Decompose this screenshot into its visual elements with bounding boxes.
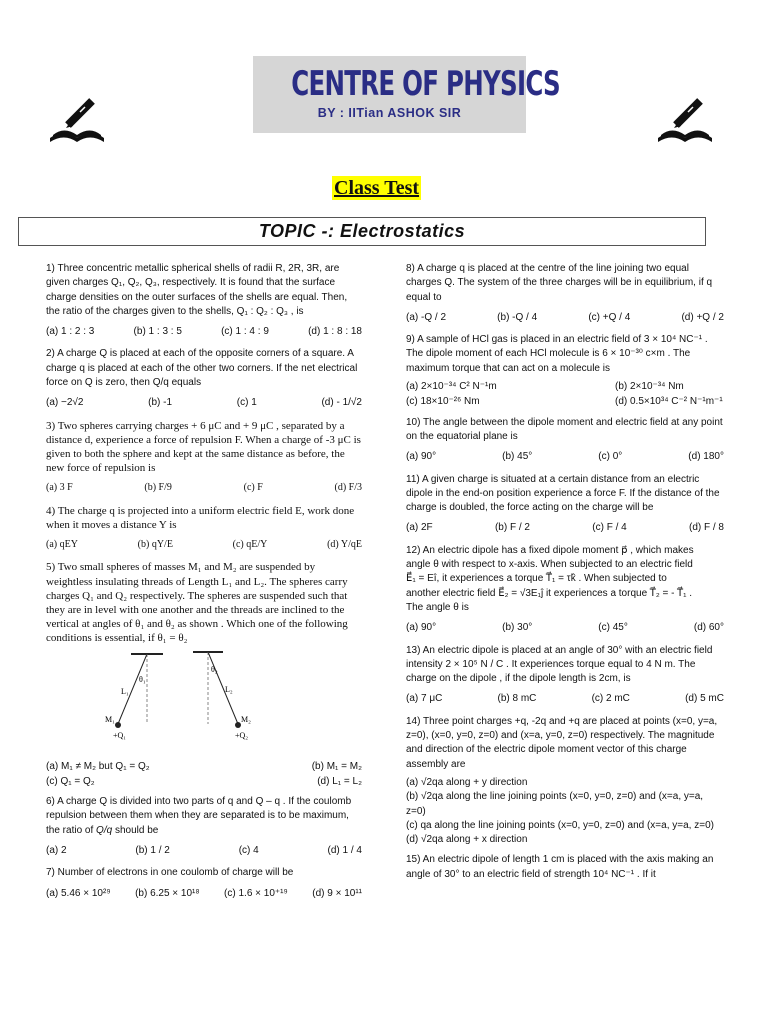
l1-label: L₁ [121,686,129,696]
option-a: (a) 90° [406,451,437,463]
option-c: (c) 2 mC [591,693,630,705]
class-test-heading: Class Test [334,177,420,199]
options [406,521,724,535]
option-c: (c) 1 : 4 : 9 [221,326,269,338]
question-text: 2) A charge Q is placed at each of the opposite corners of a square. A charge q is placed at each of the other two corners. If the net electrical force on Q is zero, then Q/q equals [46,348,358,389]
question-line: The angle θ is [406,601,469,613]
sphere-m1 [115,722,121,728]
question-text: 7) Number of electrons in one coulomb of charge will be [46,867,294,879]
options [46,396,362,410]
options [46,481,362,495]
option-d: (d) F / 8 [688,522,724,534]
options [46,760,362,789]
question-text: 5) Two small spheres of masses M₁ and M₂ are suspended by weightless insulating threads of Length L₁ and L₂. The spheres carry charges Q₁ and Q₂ respectively. The spheres are suspended such that they are in level with one another and the threads are inclined to the vertical at angles of θ₁ and θ₂ as shown . Which one of the following conditions is essential, if θ₁ = θ₂ [46,561,348,645]
right-column [406,262,724,888]
theta2-label: θ₂ [211,664,218,674]
question-13 [406,644,724,707]
option-a: (a) 2F [406,522,433,534]
question-text: 9) A sample of HCl gas is placed in an electric field of 3 × 10⁴ NC⁻¹ . The dipole moment of each HCl molecule is 6 × 10⁻³⁰ c×m . The maximum torque that can act on a molecule is [406,334,708,374]
question-6 [46,795,362,858]
question-text: 13) An electric dipole is placed at an angle of 30° with an electric field intensity 2 × 10⁵ N / C . It experiences torque equal to 4 N m. The charge on the dipole , if the dipole length is 2cm, is [406,644,713,685]
m1-label: M₁ [105,714,115,724]
question-text: 8) A charge q is placed at the centre of the line joining two equal charges Q. The system of the three charges will be in equilibrium, if q equal to [406,263,713,303]
options [406,380,724,410]
option-d: (d) L₁ = L₂ [317,775,362,787]
book-pen-icon [46,98,108,144]
option-c: (c) 4 [238,845,259,857]
header-banner [253,56,560,133]
option-a: (a) 3 F [46,482,73,494]
option-a: (a) 5.46 × 10²⁹ [46,887,111,899]
option-a: (a) M₁ ≠ M₂ but Q₁ = Q₂ [46,760,150,772]
option-a: (a) √2qa along + y direction [406,776,528,788]
question-text: 10) The angle between the dipole moment and electric field at any point on the equatorial plane is [406,416,723,442]
question-10 [406,416,724,465]
book-pen-icon [654,98,716,144]
options [46,844,362,858]
option-a: (a) qEY [46,539,78,551]
options [406,621,724,635]
option-b: (b) 1 : 3 : 5 [133,326,182,338]
option-c: (c) Q₁ = Q₂ [46,775,95,787]
question-line: 12) An electric dipole has a fixed dipole moment p⃗ , which makes [406,544,694,556]
option-d: (d) +Q / 2 [681,311,724,323]
option-b: (b) M₁ = M₂ [311,760,362,772]
options [406,450,724,464]
question-3 [46,419,362,496]
option-d: (d) 60° [693,622,724,634]
option-c: (c) F [243,482,263,494]
question-1 [46,262,362,339]
option-a: (a) 2 [46,845,67,857]
question-text: 6) A charge Q is divided into two parts of q and Q – q . If the coulomb repulsion between them when they are separated is to be maximum, the ratio of [46,796,352,836]
option-b: (b) F/9 [144,482,172,494]
question-8 [406,262,724,325]
question-2 [46,347,362,410]
option-a: (a) 7 μC [406,693,443,705]
left-column [46,262,362,909]
options [46,325,362,339]
option-b: (b) F / 2 [494,522,530,534]
topic-box [18,217,706,246]
question-15 [406,853,724,882]
option-b: (b) -1 [148,397,173,409]
l2-label: L₂ [225,684,233,694]
option-d: (d) 5 mC [685,693,724,705]
option-b: (b) 6.25 × 10¹⁸ [135,887,200,899]
option-a: (a) -Q / 2 [406,311,447,323]
question-text: 15) An electric dipole of length 1 cm is placed with the axis making an angle of 30° to an electric field of strength 10⁴ NC⁻¹ . If it [406,854,714,880]
theta1-label: θ₁ [139,674,146,684]
option-c: (c) F / 4 [592,522,627,534]
question-12 [406,544,724,636]
option-b: (b) 30° [502,622,533,634]
option-c: (c) 0° [598,451,623,463]
banner-subtitle: BY : IITian ASHOK SIR [317,106,462,120]
options [46,887,362,901]
q2-label: +Q₂ [235,730,249,740]
question-11 [406,473,724,536]
option-c: (c) qE/Y [232,539,268,551]
options [406,311,724,325]
option-c: (c) 18×10⁻²⁶ Nm [406,396,480,408]
pendulum-diagram [101,650,311,746]
option-d: (d) 9 × 10¹¹ [312,887,362,899]
options [46,538,362,552]
option-b: (b) -Q / 4 [497,311,538,323]
option-d: (d) 0.5×10³⁴ C⁻² N⁻¹m⁻¹ [615,396,723,408]
question-7 [46,866,362,901]
option-b: (b) 8 mC [497,693,537,705]
option-a: (a) 1 : 2 : 3 [46,326,95,338]
m2-label: M₂ [241,714,251,724]
option-d: (d) Y/qE [327,539,362,551]
question-text: 4) The charge q is projected into a uniform electric field E, work done when it moves a distance Y is [46,504,355,531]
question-4 [46,504,362,553]
option-a: (a) 2×10⁻³⁴ C² N⁻¹m [406,381,497,393]
option-d: (d) - 1/√2 [321,397,362,409]
question-text-end: should be [114,824,159,836]
question-text: 1) Three concentric metallic spherical shells of radii R, 2R, 3R, are given charges Q₁, Q₂, Q₃, respectively. It is found that the surface charge densities on the outer surfaces of the shells are equal. Then, the ratio of the charges given to the shells, Q₁ : Q₂ : Q₃ , is [46,263,348,317]
option-b: (b) √2qa along the line joining points (x=0, y=0, z=0) and (x=a, y=a, z=0) [406,791,704,817]
option-d: (d) 1 / 4 [327,845,362,857]
question-line: another electric field E⃗₂ = √3E₁ĵ it experiences a torque T⃗₂ = - T⃗₁ . [406,587,693,599]
question-5 [46,560,362,789]
options [406,692,724,706]
question-line: angle θ with respect to x-axis. When subjected to an electric field [406,559,693,571]
option-d: (d) √2qa along + x direction [406,834,528,846]
option-d: (d) 1 : 8 : 18 [308,326,362,338]
option-d: (d) F/3 [334,482,362,494]
option-b: (b) 1 / 2 [135,845,170,857]
option-b: (b) 2×10⁻³⁴ Nm [615,381,684,393]
option-c: (c) qa along the line joining points (x=0, y=0, z=0) and (x=a, y=a, z=0) [406,819,714,831]
option-a: (a) −2√2 [46,397,84,409]
option-b: (b) qY/E [137,539,173,551]
question-line: E⃗₁ = Eî, it experiences a torque T⃗₁ = τk̂ . When subjected to [406,573,667,585]
option-c: (c) 45° [598,622,628,634]
question-text: 14) Three point charges +q, -2q and +q are placed at points (x=0, y=a, z=0), (x=0, y=0, z=0) and (x=a, y=0, z=0) respectively. The magnitude and direction of the electric dipole moment vector of this charge assembly are [406,715,718,770]
thread-l2 [208,652,238,724]
option-b: (b) 45° [502,451,533,463]
options [406,776,724,847]
question-text: 11) A given charge is situated at a certain distance from an electric dipole in the end-on position experience a force F. If the distance of the charge is doubled, the force acting on the charge will be [406,473,720,514]
option-c: (c) 1 [236,397,257,409]
option-d: (d) 180° [688,451,724,463]
q1-label: +Q₁ [113,730,127,740]
question-text: 3) Two spheres carrying charges + 6 μC and + 9 μC , separated by a distance d, experience a force of repulsion F. When a charge of -3 μC is given to both the sphere and kept at the same distance as before, the new force of repulsion is [46,419,361,475]
question-14 [406,715,724,848]
option-c: (c) +Q / 4 [588,311,631,323]
option-a: (a) 90° [406,622,437,634]
ratio-fraction: Q/q [96,824,113,836]
banner-title: CENTRE OF PHYSICS [291,64,560,104]
topic-title: TOPIC -: Electrostatics [258,221,466,241]
question-9 [406,333,724,409]
option-c: (c) 1.6 × 10⁺¹⁹ [224,887,288,899]
